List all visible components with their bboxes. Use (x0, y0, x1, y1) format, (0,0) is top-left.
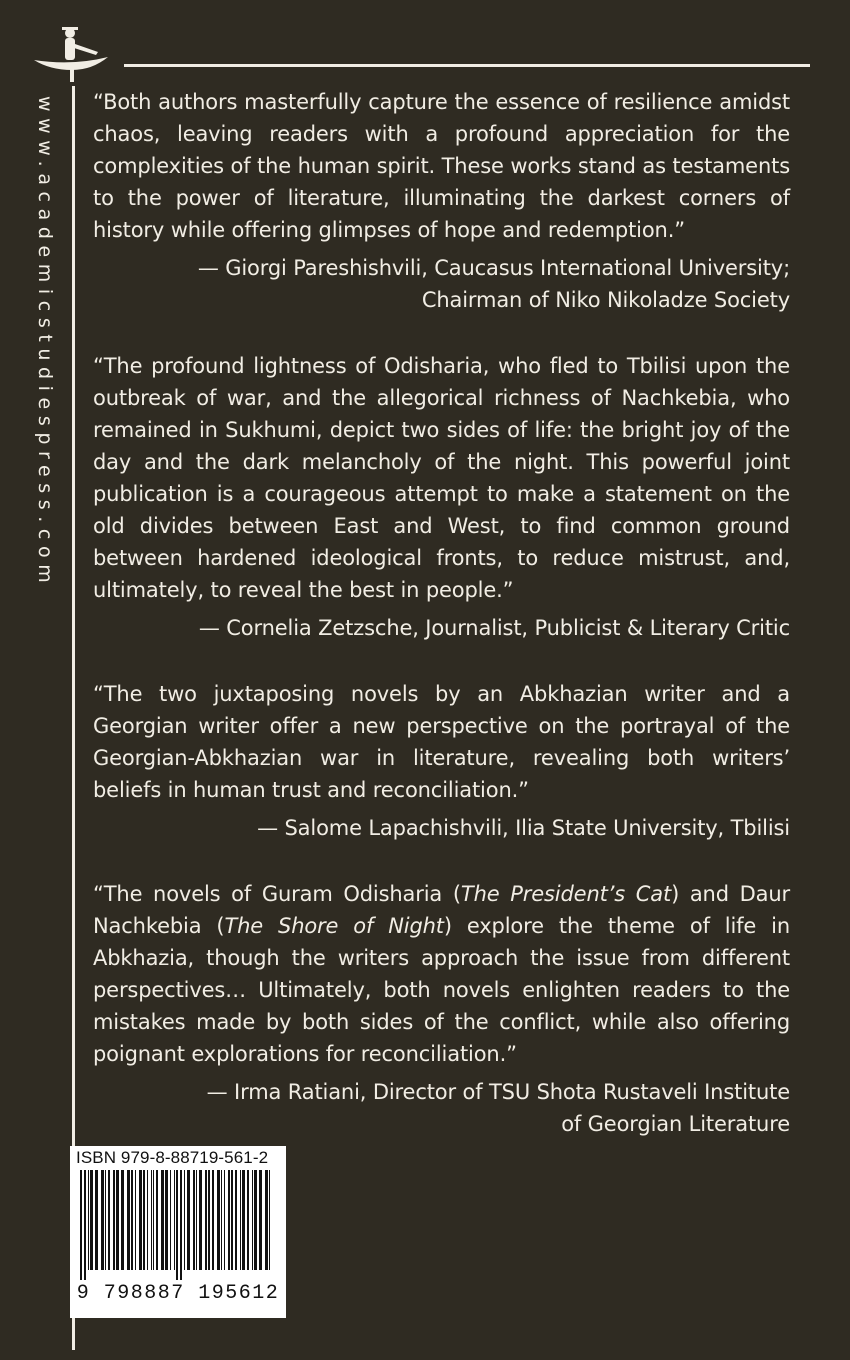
blurb-attribution (93, 612, 790, 644)
blurb-3 (93, 678, 790, 844)
barcode-bar (170, 1170, 171, 1270)
attribution-line: — Salome Lapachishvili, Ilia State University, Tbilisi (257, 816, 790, 840)
barcode-bar (156, 1170, 158, 1270)
barcode-bar (184, 1170, 185, 1270)
barcode-bar (127, 1170, 130, 1270)
barcode-bar (196, 1170, 197, 1270)
barcode-bar (153, 1170, 154, 1270)
barcode-bar (235, 1170, 237, 1270)
blurb-attribution (93, 812, 790, 844)
attribution-line: of Georgian Literature (561, 1112, 790, 1136)
barcode-bar (151, 1170, 152, 1270)
blurb-text: “Both authors masterfully capture the essence of resilience amidst chaos, leaving readers with a profound appreciation for the complexities of the human spirit. These works stand as testaments to the power of literature, illuminating the darkest corners of history while offering glimpses of hope and redemption.” (93, 90, 790, 242)
barcode-bar (101, 1170, 104, 1270)
isbn-label: ISBN 979-8-88719-561-2 (76, 1148, 269, 1167)
barcode-bar (228, 1170, 230, 1270)
barcode-bar (208, 1170, 210, 1270)
barcode-bar (193, 1170, 195, 1270)
attribution-line: — Giorgi Pareshishvili, Caucasus International University; (197, 256, 790, 280)
barcode-bar (88, 1170, 89, 1270)
blurb-attribution (93, 252, 790, 316)
barcode-guard-bar (180, 1170, 182, 1280)
blurb-text (93, 878, 790, 1070)
isbn-barcode (70, 1146, 286, 1318)
barcode-bar (265, 1170, 268, 1270)
barcode-bar (221, 1170, 222, 1270)
barcode-bar (231, 1170, 233, 1270)
blurb-text: “The profound lightness of Odisharia, who fled to Tbilisi upon the outbreak of war, and the allegorical richness of Nachkebia, who remained in Sukhumi, depict two sides of life: the bright joy of the day and the dark melancholy of the night. This powerful joint publication is a courageous attempt to make a statement on the old divides between East and West, to find common ground between hardened ideological fronts, to reduce mistrust, and, ultimately, to reveal the best in people.” (93, 354, 790, 602)
barcode-bar (259, 1170, 262, 1270)
barcode-bar (254, 1170, 257, 1270)
barcode-guard-bar (84, 1170, 86, 1280)
barcode-bar (113, 1170, 115, 1270)
barcode-bar (165, 1170, 168, 1270)
barcode-bar (217, 1170, 220, 1270)
barcode-bar (224, 1170, 225, 1270)
barcode-bar (247, 1170, 249, 1270)
barcode-bar (240, 1170, 241, 1270)
blurb-text-part: ) and Daur Nachkebia ( (93, 882, 790, 938)
barcode-bar (205, 1170, 207, 1270)
barcode-bar (269, 1170, 270, 1270)
book-title: The President’s Cat (460, 882, 672, 906)
attribution-line: — Irma Ratiani, Director of TSU Shota Rustaveli Institute (206, 1080, 790, 1104)
barcode-digits: 9 798887 195612 (76, 1282, 280, 1305)
blurb-4 (93, 878, 790, 1140)
barcode-bar (147, 1170, 148, 1270)
barcode-guard-bar (176, 1170, 178, 1280)
barcode-bar (131, 1170, 133, 1270)
attribution-line: — Cornelia Zetzsche, Journalist, Publicist & Literary Critic (198, 616, 790, 640)
blurb-list (93, 86, 790, 1168)
barcode-guard-bar (80, 1170, 82, 1280)
top-divider (124, 64, 810, 67)
barcode-bar (212, 1170, 214, 1270)
blurb-1 (93, 86, 790, 316)
barcode-bar (108, 1170, 110, 1270)
barcode-bar (252, 1170, 253, 1270)
barcode-bar (135, 1170, 136, 1270)
attribution-line: Chairman of Niko Nikoladze Society (421, 288, 790, 312)
barcode-bar (121, 1170, 124, 1270)
blurb-2 (93, 350, 790, 644)
blurb-text: “The two juxtaposing novels by an Abkhazian writer and a Georgian writer offer a new perspective on the portrayal of the Georgian-Abkhazian war in literature, revealing both writers’ beliefs in human trust and reconciliation.” (93, 682, 790, 802)
barcode-bar (242, 1170, 245, 1270)
blurb-text-part: “The novels of Guram Odisharia ( (93, 882, 461, 906)
barcode-bar (199, 1170, 202, 1270)
barcode-bar (187, 1170, 190, 1270)
publisher-website: www.academicstudiespress.com (34, 96, 56, 590)
barcode-bar (105, 1170, 106, 1270)
barcode-bar (95, 1170, 98, 1270)
book-title: The Shore of Night (224, 914, 444, 938)
blurb-text-part: ) explore the theme of life in Abkhazia, though the writers approach the issue from different perspectives… Ultimately, both novels enlighten readers to the mistakes made by both sides of the conflict, while also offering poignant explorations for reconciliation.” (93, 914, 790, 1066)
barcode-bar (161, 1170, 164, 1270)
blurb-attribution (93, 1076, 790, 1140)
barcode-bar (174, 1170, 175, 1270)
barcode-bar (143, 1170, 145, 1270)
barcode-bars (76, 1170, 280, 1280)
barcode-bar (116, 1170, 119, 1270)
barcode-bar (90, 1170, 93, 1270)
barcode-bar (139, 1170, 142, 1270)
rower-boat-icon (32, 24, 110, 84)
